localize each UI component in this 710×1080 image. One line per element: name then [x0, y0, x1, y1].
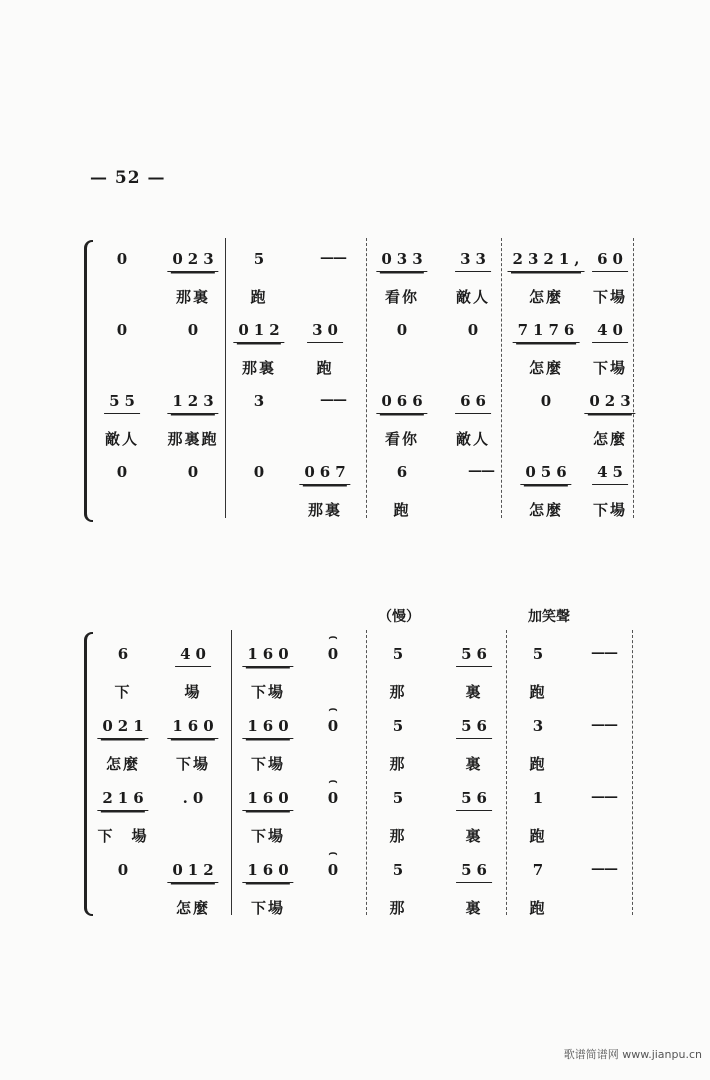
- lyric: 跑: [529, 755, 547, 773]
- lyric: 那: [389, 899, 407, 917]
- note-group: 160: [167, 717, 218, 739]
- hold-dash: ——: [320, 392, 346, 408]
- note-group: ⌢ 0: [323, 717, 343, 738]
- note-group: 6: [396, 463, 413, 481]
- barline: [366, 630, 367, 915]
- note-group: 0: [116, 250, 133, 268]
- barline: [501, 238, 502, 518]
- note-group: 60: [592, 250, 628, 272]
- lyric: 怎麼: [592, 430, 628, 448]
- note-group: 56: [456, 645, 492, 667]
- note-group: 160: [242, 789, 293, 811]
- note-group: 5: [253, 250, 270, 268]
- lyric: 那裏: [241, 359, 277, 377]
- note-group: 066: [376, 392, 427, 414]
- lyric: 場: [184, 683, 202, 701]
- lyric: 下場: [250, 683, 286, 701]
- lyric: 下場: [175, 755, 211, 773]
- note-group: 012: [233, 321, 284, 343]
- barline: [632, 630, 633, 915]
- note-group: 2321,: [508, 250, 585, 272]
- system-bracket: [84, 632, 93, 916]
- note-group: 023: [167, 250, 218, 272]
- note-group: 0: [117, 861, 134, 879]
- lyric: 下場: [250, 899, 286, 917]
- lyric: 那裏跑: [167, 430, 219, 448]
- note-group: 021: [97, 717, 148, 739]
- hold-dash: ——: [591, 861, 617, 877]
- note-group: 56: [456, 789, 492, 811]
- system-bracket: [84, 240, 93, 522]
- lyric: 跑: [529, 827, 547, 845]
- lyric: 跑: [393, 501, 411, 519]
- lyric: 那: [389, 827, 407, 845]
- note-group: 6: [117, 645, 134, 663]
- note-group: 40: [592, 321, 628, 343]
- note-group: 056: [520, 463, 571, 485]
- note-group: 5: [532, 645, 549, 663]
- note-group: 55: [104, 392, 140, 414]
- note-group: 0: [187, 321, 204, 339]
- note-group: 3: [532, 717, 549, 735]
- lyric: 敵人: [104, 430, 140, 448]
- note-group: ⌢ 0: [323, 861, 343, 882]
- barline: [506, 630, 507, 915]
- lyric: 跑: [529, 899, 547, 917]
- lyric: 那: [389, 683, 407, 701]
- lyric: 怎麼: [528, 359, 564, 377]
- hold-dash: ——: [591, 789, 617, 805]
- page-number: — 52 —: [90, 168, 166, 188]
- note-group: 3: [253, 392, 270, 410]
- note-group: 0: [253, 463, 270, 481]
- note-group: 30: [307, 321, 343, 343]
- note-group: 0: [116, 463, 133, 481]
- lyric: 下場: [250, 755, 286, 773]
- note-group: 012: [167, 861, 218, 883]
- lyric: 裏: [465, 899, 483, 917]
- lyric: 怎麼: [175, 899, 211, 917]
- lyric: 那: [389, 755, 407, 773]
- note-group: 033: [376, 250, 427, 272]
- note-group: 216: [97, 789, 148, 811]
- note-group: 40: [175, 645, 211, 667]
- note-group: 160: [242, 861, 293, 883]
- note-group: 067: [299, 463, 350, 485]
- note-group: 56: [456, 717, 492, 739]
- lyric: 下場: [592, 288, 628, 306]
- lyric: 看你: [384, 288, 420, 306]
- note-group: 1: [532, 789, 549, 807]
- lyric: 跑: [316, 359, 334, 377]
- hold-dash: ——: [591, 717, 617, 733]
- lyric: 跑: [250, 288, 268, 306]
- barline: [366, 238, 367, 518]
- note-group: 7: [532, 861, 549, 879]
- lyric: 下場: [592, 359, 628, 377]
- note-group: 160: [242, 717, 293, 739]
- note-group: 0: [467, 321, 484, 339]
- lyric: 裏: [465, 755, 483, 773]
- note-group: 7176: [513, 321, 580, 343]
- lyric: 敵人: [455, 430, 491, 448]
- note-group: 023: [584, 392, 635, 414]
- barline: [633, 238, 634, 518]
- expression-mark: 加笑聲: [528, 609, 570, 625]
- lyric: 下場: [592, 501, 628, 519]
- hold-dash: ——: [591, 645, 617, 661]
- note-group: 66: [455, 392, 491, 414]
- note-group: ⌢ 0: [323, 645, 343, 666]
- hold-dash: ——: [320, 250, 346, 266]
- note-group: 5: [392, 861, 409, 879]
- note-group: ⌢ 0: [323, 789, 343, 810]
- lyric: 敵人: [455, 288, 491, 306]
- note-group: 0: [116, 321, 133, 339]
- note-group: 123: [167, 392, 218, 414]
- note-group: .0: [182, 789, 209, 807]
- lyric: 下 場: [97, 827, 149, 845]
- hold-dash: ——: [468, 463, 494, 479]
- watermark: 歌谱简谱网 www.jianpu.cn: [563, 1048, 702, 1061]
- lyric: 那裏: [307, 501, 343, 519]
- lyric: 那裏: [175, 288, 211, 306]
- lyric: 下場: [250, 827, 286, 845]
- barline: [225, 238, 226, 518]
- note-group: 0: [396, 321, 413, 339]
- lyric: 看你: [384, 430, 420, 448]
- lyric: 下: [114, 683, 132, 701]
- lyric: 裏: [465, 827, 483, 845]
- note-group: 33: [455, 250, 491, 272]
- note-group: 5: [392, 717, 409, 735]
- note-group: 45: [592, 463, 628, 485]
- lyric: 怎麼: [528, 288, 564, 306]
- tempo-mark: （慢）: [378, 609, 420, 625]
- lyric: 跑: [529, 683, 547, 701]
- note-group: 5: [392, 789, 409, 807]
- note-group: 160: [242, 645, 293, 667]
- lyric: 怎麼: [105, 755, 141, 773]
- note-group: 0: [187, 463, 204, 481]
- note-group: 56: [456, 861, 492, 883]
- barline: [231, 630, 232, 915]
- note-group: 0: [540, 392, 557, 410]
- lyric: 怎麼: [528, 501, 564, 519]
- lyric: 裏: [465, 683, 483, 701]
- note-group: 5: [392, 645, 409, 663]
